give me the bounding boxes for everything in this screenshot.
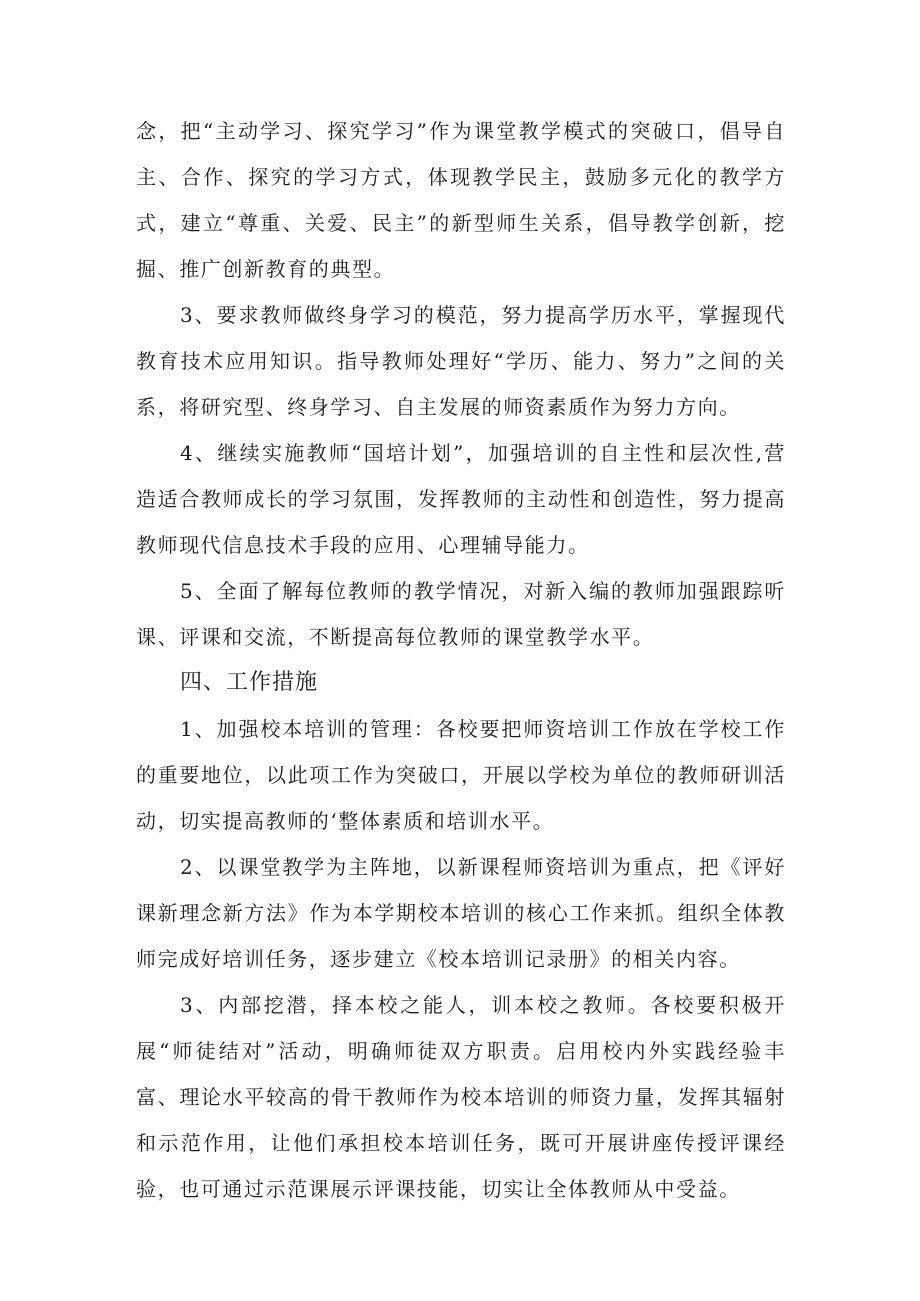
document-page [136, 108, 786, 1212]
paragraph-continuation: 念，把“主动学习、探究学习”作为课堂教学模式的突破口，倡导自主、合作、探究的学习方式，体现教学民主，鼓励多元化的教学方式，建立“尊重、关爱、民主”的新型师生关系，倡导教学创新，挖掘、推广创新教育的典型。 [136, 119, 786, 281]
measure-item-1: 1、加强校本培训的管理：各校要把师资培训工作放在学校工作的重要地位，以此项工作为突破口，开展以学校为单位的教师研训活动，切实提高教师的‘整体素质和培训水平。 [136, 717, 786, 833]
paragraph-item-4: 4、继续实施教师“国培计划”，加强培训的自主性和层次性,营造适合教师成长的学习氛围，发挥教师的主动性和创造性，努力提高教师现代信息技术手段的应用、心理辅导能力。 [136, 441, 786, 557]
paragraph-item-5: 5、全面了解每位教师的教学情况，对新入编的教师加强跟踪听课、评课和交流，不断提高每位教师的课堂教学水平。 [136, 579, 786, 649]
paragraph-item-3: 3、要求教师做终身学习的模范，努力提高学历水平，掌握现代教育技术应用知识。指导教师处理好“学历、能力、努力”之间的关系，将研究型、终身学习、自主发展的师资素质作为努力方向。 [136, 303, 786, 419]
measure-item-2: 2、以课堂教学为主阵地，以新课程师资培训为重点，把《评好课新理念新方法》作为本学期校本培训的核心工作来抓。组织全体教师完成好培训任务，逐步建立《校本培训记录册》的相关内容。 [136, 855, 786, 971]
section-heading: 四、工作措施 [180, 670, 319, 695]
measure-item-3: 3、内部挖潜，择本校之能人，训本校之教师。各校要积极开展“师徒结对”活动，明确师徒双方职责。启用校内外实践经验丰富、理论水平较高的骨干教师作为校本培训的师资力量，发挥其辐射和示范作用，让他们承担校本培训任务，既可开展讲座传授评课经验，也可通过示范课展示评课技能，切实让全体教师从中受益。 [136, 993, 786, 1201]
